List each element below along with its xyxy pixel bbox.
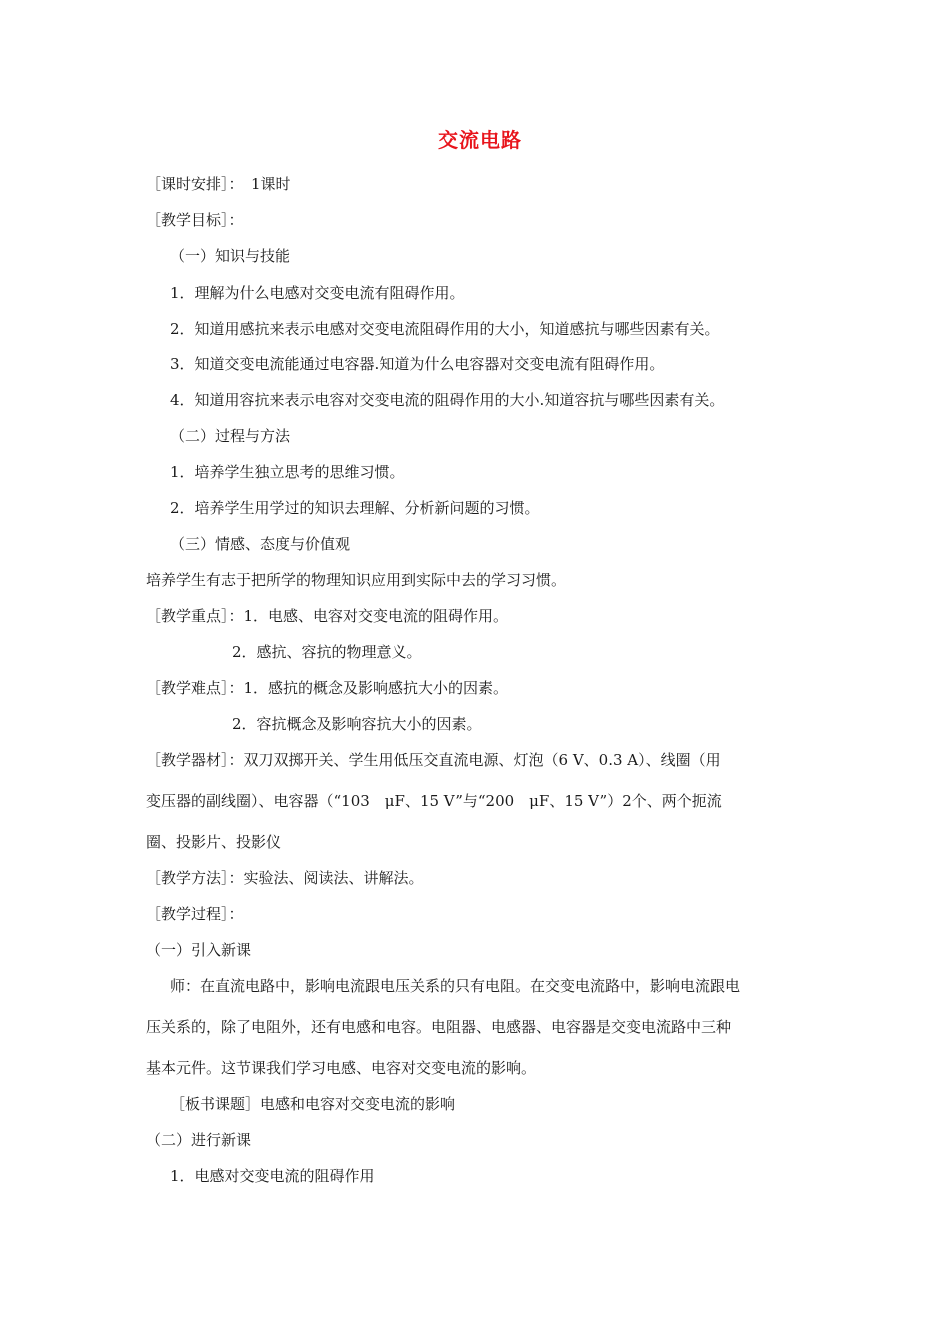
difficulties-line-1: ［教学难点］：1．感抗的概念及影响感抗大小的因素。 xyxy=(146,679,509,697)
methods-line: ［教学方法］：实验法、阅读法、讲解法。 xyxy=(146,869,424,887)
emotion-item: 培养学生有志于把所学的物理知识应用到实际中去的学习习惯。 xyxy=(146,571,567,589)
section-emotion-values: （三）情感、态度与价值观 xyxy=(170,535,351,553)
objective-item-1: 1．理解为什么电感对交变电流有阻碍作用。 xyxy=(170,284,465,302)
section-knowledge-skills: （一）知识与技能 xyxy=(170,247,291,265)
process-item-2: 2．培养学生用学过的知识去理解、分析新问题的习惯。 xyxy=(170,499,540,517)
difficulties-line-2: 2．容抗概念及影响容抗大小的因素。 xyxy=(232,715,482,733)
process-heading: ［教学过程］： xyxy=(146,905,244,923)
lesson-item-1: 1．电感对交变电流的阻碍作用 xyxy=(170,1167,375,1185)
teacher-line-2: 压关系的，除了电阻外，还有电感和电容。电阻器、电感器、电容器是交变电流路中三种 xyxy=(146,1018,732,1036)
objective-item-4: 4．知道用容抗来表示电容对交变电流的阻碍作用的大小.知道容抗与哪些因素有关。 xyxy=(170,391,725,409)
section-process-method: （二）过程与方法 xyxy=(170,427,291,445)
teacher-line-3: 基本元件。这节课我们学习电感、电容对交变电流的影响。 xyxy=(146,1059,537,1077)
objectives-heading: ［教学目标］： xyxy=(146,211,244,229)
key-points-line-2: 2．感抗、容抗的物理意义。 xyxy=(232,643,422,661)
section-new-lesson: （二）进行新课 xyxy=(146,1131,252,1149)
teacher-line-1: 师：在直流电路中，影响电流跟电压关系的只有电阻。在交变电流路中，影响电流跟电 xyxy=(170,977,741,995)
schedule-line: ［课时安排］： 1课时 xyxy=(146,175,291,193)
equipment-line-1: ［教学器材］：双刀双掷开关、学生用低压交直流电源、灯泡（6 V、0.3 A）、线圈（用 xyxy=(146,751,721,769)
key-points-line-1: ［教学重点］：1．电感、电容对交变电流的阻碍作用。 xyxy=(146,607,509,625)
equipment-line-2: 变压器的副线圈）、电容器（“103 μF、15 V”与“200 μF、15 V”）2个、两个扼流 xyxy=(146,792,722,810)
objective-item-3: 3．知道交变电流能通过电容器.知道为什么电容器对交变电流有阻碍作用。 xyxy=(170,355,665,373)
objective-item-2: 2．知道用感抗来表示电感对交变电流阻碍作用的大小，知道感抗与哪些因素有关。 xyxy=(170,320,720,338)
document-title: 交流电路 xyxy=(438,128,522,152)
section-intro: （一）引入新课 xyxy=(146,941,252,959)
process-item-1: 1．培养学生独立思考的思维习惯。 xyxy=(170,463,405,481)
equipment-line-3: 圈、投影片、投影仪 xyxy=(146,833,282,851)
board-topic: ［板书课题］电感和电容对交变电流的影响 xyxy=(170,1095,456,1113)
